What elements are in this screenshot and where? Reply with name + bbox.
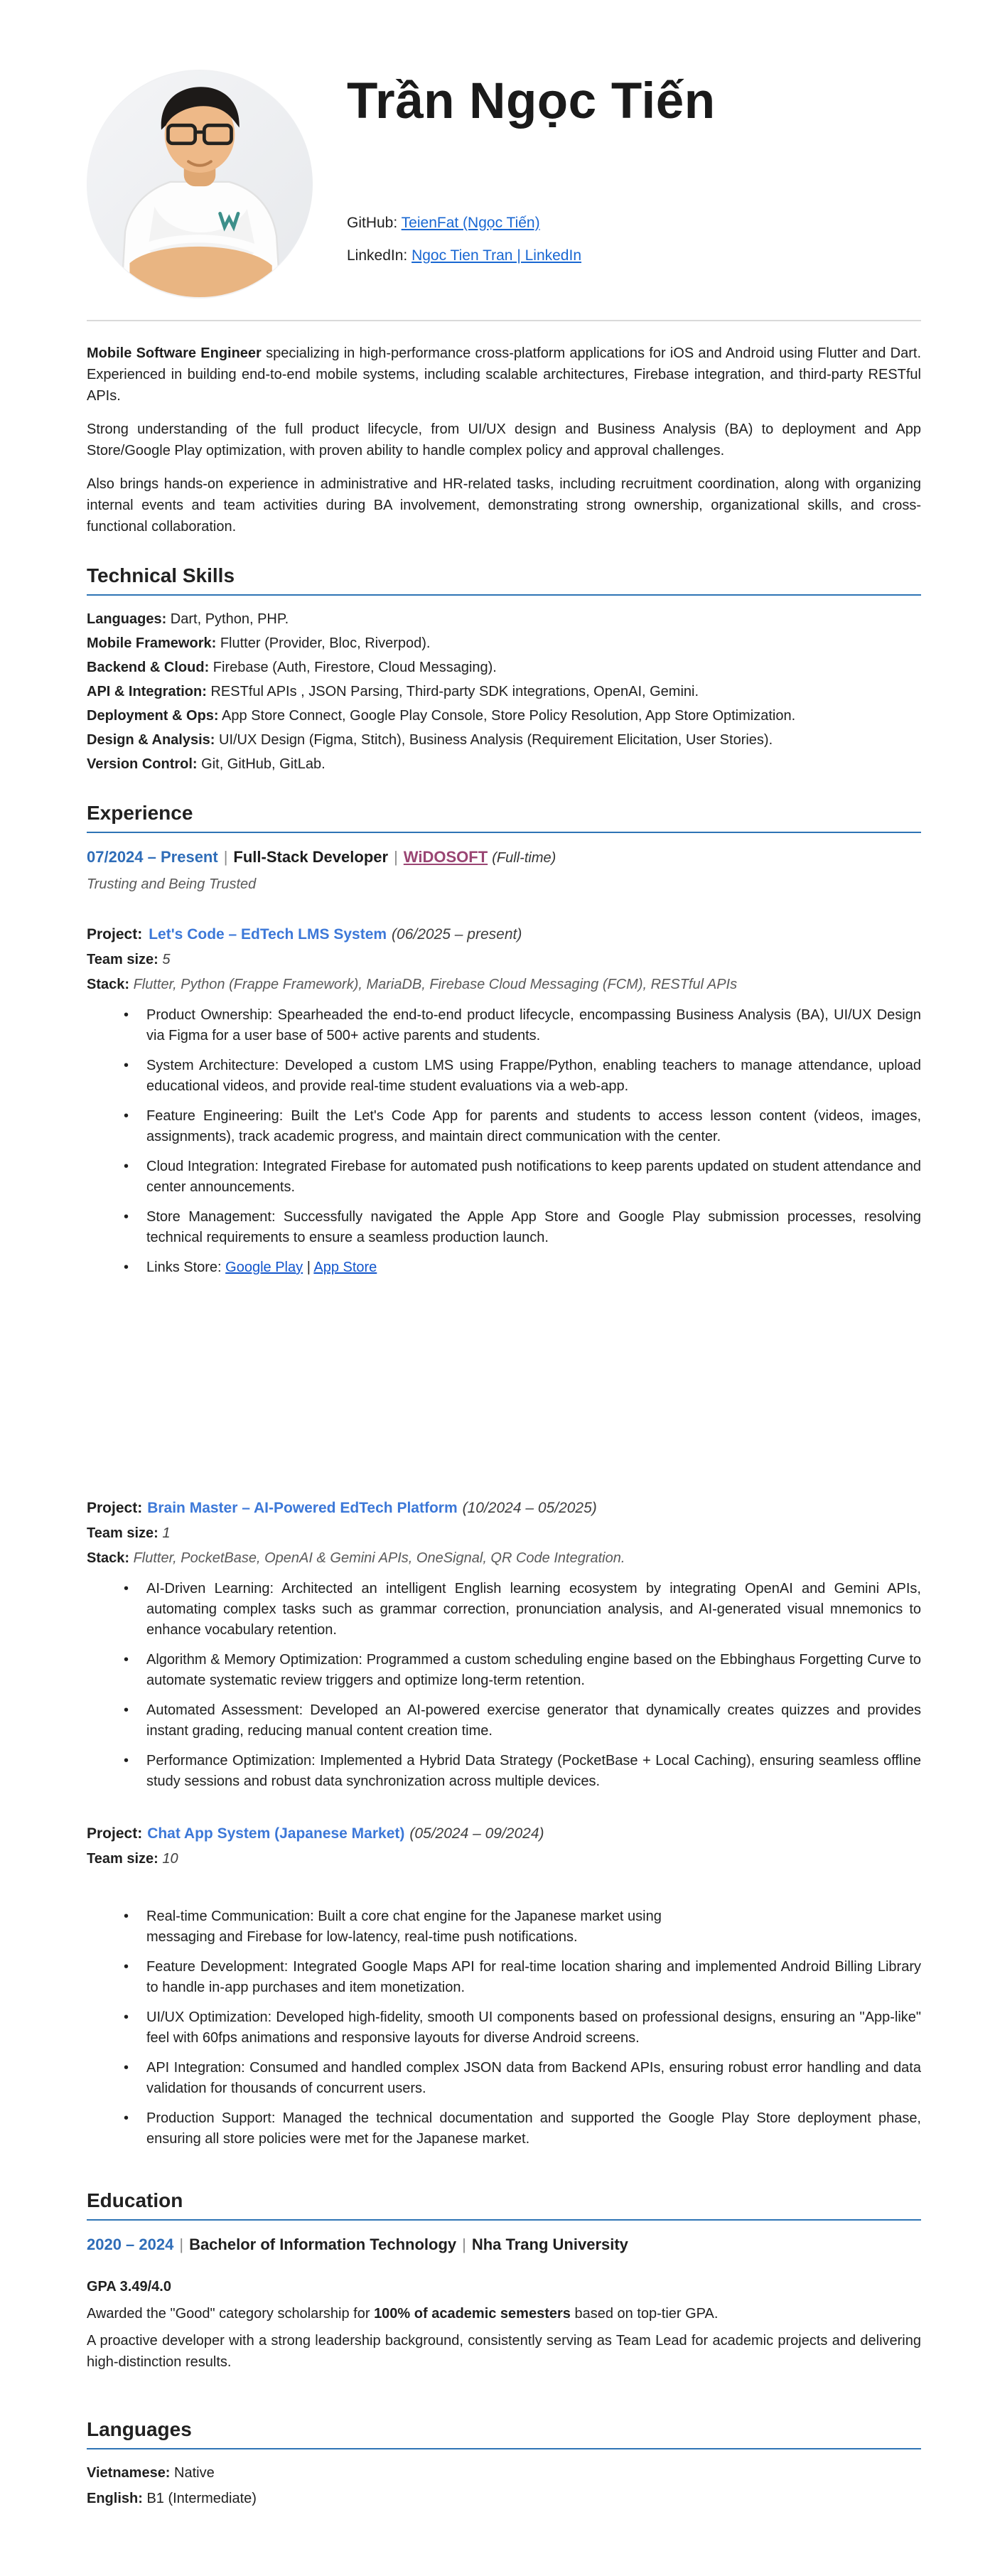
bullet-item: • Production Support: Managed the technical documentation and supported the Google Play Store deployment phase, ensuring all store policies were met for the Japanese market.: [119, 2108, 921, 2150]
linkedin-link[interactable]: Ngoc Tien Tran | LinkedIn: [412, 247, 582, 264]
project-bullets: [119, 1906, 921, 2150]
experience-role: Full-Stack Developer: [233, 848, 389, 866]
profile-photo-illustration: [87, 70, 313, 299]
summary-paragraph-2: Strong understanding of the full product lifecycle, from UI/UX design and Business Analysis (BA) to deployment and App Store/Google Play optimization, with proven ability to handle complex policy and approval challenges.: [87, 422, 921, 458]
education-note: A proactive developer with a strong leadership background, consistently serving as Team Lead for academic projects and delivering high-distinction results.: [87, 2333, 921, 2370]
github-label: GitHub:: [347, 214, 398, 231]
bullet-item: • Cloud Integration: Integrated Firebase for automated push notifications to keep parents updated on student attendance and center announcements.: [119, 1156, 921, 1198]
project-dates: (10/2024 – 05/2025): [462, 1500, 597, 1516]
skill-line: Languages: Dart, Python, PHP.: [87, 611, 289, 627]
project-name-link[interactable]: Brain Master – AI-Powered EdTech Platform: [147, 1500, 458, 1516]
section-title-languages: Languages: [87, 2418, 921, 2449]
bullet-item: • Performance Optimization: Implemented a Hybrid Data Strategy (PocketBase + Local Caching), ensuring seamless offline study sessions and robust data synchronization across multiple devices.: [119, 1751, 921, 1792]
project-bullets: [119, 1005, 921, 1278]
project-lets-code: [87, 924, 921, 1278]
project-dates: (06/2025 – present): [392, 926, 522, 943]
project-title-line: Project: Chat App System (Japanese Market) (05/2024 – 09/2024): [87, 1825, 544, 1842]
team-size-line: Team size: 10: [87, 1851, 178, 1867]
summary-lead: Mobile Software Engineer: [87, 345, 262, 361]
bullet-item: • API Integration: Consumed and handled complex JSON data from Backend APIs, ensuring robust error handling and data validation for thousands of concurrent users.: [119, 2058, 921, 2099]
bullet-item: • System Architecture: Developed a custom LMS using Frappe/Python, enabling teachers to manage attendance, upload educational videos, and provide real-time student evaluations via a web-app.: [119, 1056, 921, 1097]
section-title-technical-skills: Technical Skills: [87, 564, 921, 596]
redacted-screenshots-gap: [87, 1287, 921, 1498]
education-period: 2020 – 2024: [87, 2236, 174, 2253]
bullet-item: • Product Ownership: Spearheaded the end-to-end product lifecycle, encompassing Business Analysis (BA), UI/UX Design via Figma for a user base of 500+ active parents and students.: [119, 1005, 921, 1046]
bullet-item: • Algorithm & Memory Optimization: Programmed a custom scheduling engine based on the Ebbinghaus Forgetting Curve to automate systematic review triggers and optimize long-term retention.: [119, 1650, 921, 1691]
header: [87, 0, 921, 299]
experience-role-line: 07/2024 – Present | Full-Stack Developer | WiDOSOFT (Full-time): [87, 848, 556, 866]
summary-paragraph-1: Mobile Software Engineer specializing in high-performance cross-platform applications for iOS and Android using Flutter and Dart. Experienced in building end-to-end mobile systems, including scalable architectures, Firebase integration, and third-party RESTful APIs.: [87, 345, 921, 404]
github-link[interactable]: TeienFat (Ngọc Tiến): [401, 214, 540, 231]
section-title-experience: Experience: [87, 802, 921, 833]
bullet-item: • Feature Development: Integrated Google Maps API for real-time location sharing and implemented Android Billing Library to handle in-app purchases and item monetization.: [119, 1957, 921, 1998]
project-name-link[interactable]: Let's Code – EdTech LMS System: [149, 926, 387, 943]
scholarship-line: Awarded the "Good" category scholarship for 100% of academic semesters based on top-tier GPA.: [87, 2306, 719, 2322]
bullet-item: • Real-time Communication: Built a core chat engine for the Japanese market using messaging and Firebase for low-latency, real-time push notifications.: [119, 1906, 921, 1948]
github-line: [347, 207, 716, 240]
skill-line: Deployment & Ops: App Store Connect, Google Play Console, Store Policy Resolution, App Store Optimization.: [87, 708, 796, 724]
bullet-item: • Automated Assessment: Developed an AI-powered exercise generator that dynamically creates quizzes and provides instant grading, reducing manual content creation time.: [119, 1700, 921, 1742]
project-name-link[interactable]: Chat App System (Japanese Market): [147, 1825, 405, 1842]
skill-line: Backend & Cloud: Firebase (Auth, Firestore, Cloud Messaging).: [87, 660, 497, 675]
language-line: Vietnamese: Native: [87, 2465, 215, 2481]
section-title-education: Education: [87, 2189, 921, 2221]
redacted-stack-gap: [87, 1869, 921, 1906]
linkedin-label: LinkedIn:: [347, 247, 408, 264]
project-brain-master: [87, 1498, 921, 1792]
bullet-item: • Store Management: Successfully navigated the Apple App Store and Google Play submission processes, resolving technical requirements to ensure a seamless production launch.: [119, 1207, 921, 1248]
education-degree: Bachelor of Information Technology: [189, 2236, 457, 2253]
summary: [87, 343, 921, 537]
bullet-item: • AI-Driven Learning: Architected an intelligent English learning ecosystem by integrating OpenAI and Gemini APIs, automating complex tasks such as grammar correction, pronunciation analysis, and AI-generated visual mnemonics to enhance vocabulary retention.: [119, 1579, 921, 1641]
company-link[interactable]: WiDOSOFT: [403, 848, 488, 866]
profile-photo: [87, 70, 313, 299]
header-divider: [87, 320, 921, 321]
summary-paragraph-3: Also brings hands-on experience in administrative and HR-related tasks, including recruitment coordination, along with organizing internal events and team activities during BA involvement, demonstrating strong ownership, organizational skills, and cross-functional collaboration.: [87, 476, 921, 535]
language-line: English: B1 (Intermediate): [87, 2491, 257, 2506]
google-play-link[interactable]: Google Play: [225, 1260, 303, 1275]
skill-line: Mobile Framework: Flutter (Provider, Bloc, Riverpod).: [87, 635, 431, 651]
education-school: Nha Trang University: [471, 2236, 628, 2253]
employment-type: (Full-time): [492, 850, 556, 866]
bullet-item-links-store: • Links Store: Google Play | App Store: [119, 1257, 921, 1278]
education-line: 2020 – 2024 | Bachelor of Information Technology | Nha Trang University: [87, 2236, 628, 2253]
team-size-line: Team size: 1: [87, 1525, 171, 1541]
project-title-line: Project: Let's Code – EdTech LMS System (06/2025 – present): [87, 926, 522, 943]
experience-period: 07/2024 – Present: [87, 848, 218, 866]
skill-line: API & Integration: RESTful APIs , JSON Parsing, Third-party SDK integrations, OpenAI, Gemini.: [87, 684, 699, 699]
header-text: [347, 70, 716, 272]
person-name: Trần Ngọc Tiến: [347, 73, 716, 129]
app-store-link[interactable]: App Store: [313, 1260, 377, 1275]
skill-line: Design & Analysis: UI/UX Design (Figma, Stitch), Business Analysis (Requirement Elicitation, User Stories).: [87, 732, 773, 748]
skill-line: Version Control: Git, GitHub, GitLab.: [87, 756, 326, 772]
project-chat-app: [87, 1823, 921, 2150]
project-title-line: Project: Brain Master – AI-Powered EdTech Platform (10/2024 – 05/2025): [87, 1500, 597, 1516]
stack-line: Stack: Flutter, PocketBase, OpenAI & Gemini APIs, OneSignal, QR Code Integration.: [87, 1550, 625, 1566]
company-tagline: Trusting and Being Trusted: [87, 876, 257, 892]
bullet-item: • UI/UX Optimization: Developed high-fidelity, smooth UI components based on professional designs, ensuring an "App-like" feel with 60fps animations and responsive layouts for diverse Android screens.: [119, 2007, 921, 2049]
team-size-line: Team size: 5: [87, 952, 171, 967]
project-dates: (05/2024 – 09/2024): [409, 1825, 544, 1842]
skills-list: [87, 608, 921, 775]
linkedin-line: [347, 240, 716, 272]
project-bullets: [119, 1579, 921, 1792]
bullet-item: • Feature Engineering: Built the Let's Code App for parents and students to access lesson content (videos, images, assignments), track academic progress, and maintain direct communication with the center.: [119, 1106, 921, 1147]
contact-links: [347, 207, 716, 272]
gpa-line: GPA 3.49/4.0: [87, 2279, 171, 2295]
stack-line: Stack: Flutter, Python (Frappe Framework), MariaDB, Firebase Cloud Messaging (FCM), RESTful APIs: [87, 977, 738, 992]
